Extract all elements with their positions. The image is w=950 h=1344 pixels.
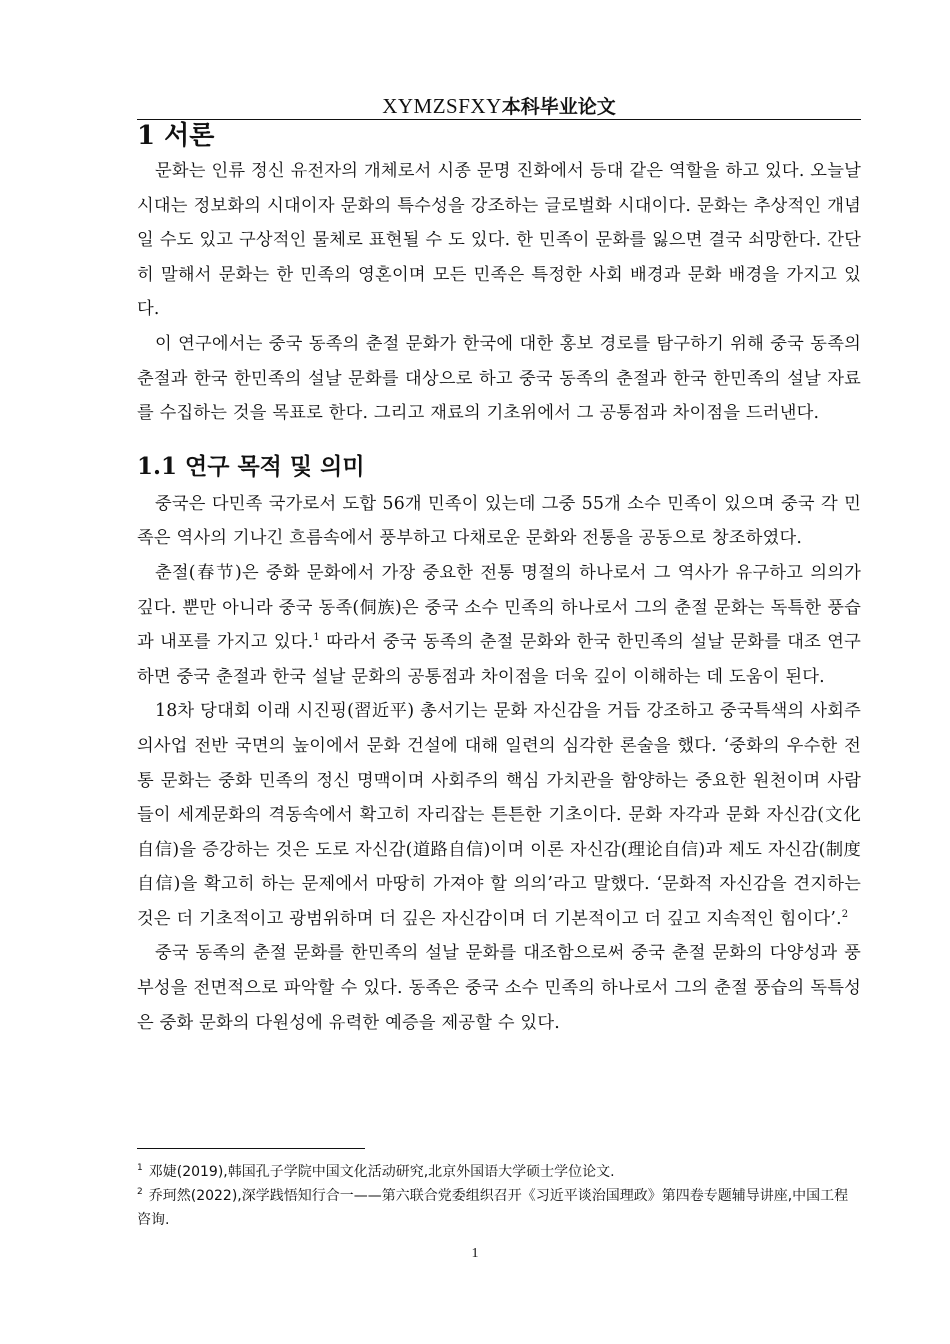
section-title-introduction: 1 서론 [137, 121, 215, 151]
footnotes [137, 1160, 861, 1232]
paragraph [137, 694, 861, 936]
paragraph: 중국 동족의 춘절 문화를 한민족의 설날 문화를 대조함으로써 중국 춘절 문화의 다양성과 풍부성을 전면적으로 파악할 수 있다. 동족은 중국 소수 민족의 하나로서 그의 춘절 풍습의 독특성은 중화 문화의 다원성에 유력한 예증을 제공할 수 있다. [137, 943, 861, 1033]
footnote-item [137, 1160, 861, 1184]
paragraph-text: 따라서 중국 동족의 춘절 문화와 한국 한민족의 설날 문화를 대조 연구하면 중국 춘절과 한국 설날 문화의 공통점과 차이점을 더욱 깊이 이해하는 데 도움이 된다. [137, 632, 861, 687]
footnote-item [137, 1184, 861, 1232]
footnote-ref[interactable]: 2 [841, 909, 849, 921]
footnote-number: 1 [137, 1163, 143, 1174]
paragraph-text: 춘절(春节)은 중화 문화에서 가장 중요한 전통 명절의 하나로서 그 역사가 유구하고 의의가 깊다. 뿐만 아니라 중국 동족(侗族)은 중국 소수 민족의 하나로서 그의 춘절 문화는 독특한 풍습과 내포를 가지고 있다. [137, 562, 861, 653]
header-code: XYMZSFXY [382, 94, 502, 118]
footnote-ref[interactable]: 1 [313, 632, 320, 644]
paragraph: 중국은 다민족 국가로서 도합 56개 민족이 있는데 그중 55개 소수 민족이 있으며 중국 각 민족은 역사의 기나긴 흐름속에서 풍부하고 다채로운 문화와 전통을 공동으로 창조하였다. [137, 493, 861, 549]
footnote-divider [137, 1148, 365, 1149]
page-header [137, 92, 861, 120]
header-thesis-label: 本科毕业论文 [501, 96, 616, 118]
footnote-text: 乔珂然(2022),深学践悟知行合一——第六联合党委组织召开《习近平谈治国理政》第四卷专题辅导讲座,中国工程咨询. [137, 1188, 849, 1228]
paragraph-text: 18차 당대회 이래 시진핑(習近平) 총서기는 문화 자신감을 거듭 강조하고 중국특색의 사회주의사업 전반 국면의 높이에서 문화 건설에 대해 일련의 심각한 론술을 했다. ‘중화의 우수한 전통 문화는 중화 민족의 정신 명맥이며 사회주의 핵심 가치관을 함양하는 중요한 원천이며 사람들이 세계문화의 격동속에서 확고히 자리잡는 튼튼한 기초이다. 문화 자각과 문화 자신감(文化自信)을 증강하는 것은 도로 자신감(道路自信)이며 이론 자신감(理论自信)과 제도 자신감(制度自信)을 확고히 하는 문제에서 마땅히 가져야 할 의의’라고 말했다. ‘문화적 자신감을 견지하는 것은 더 기초적이고 광범위하며 더 깊은 자신감이며 더 기본적이고 더 깊고 지속적인 힘이다’. [137, 701, 861, 929]
paragraph: 이 연구에서는 중국 동족의 춘절 문화가 한국에 대한 홍보 경로를 탐구하기 위해 중국 동족의 춘절과 한국 한민족의 설날 문화를 대상으로 하고 중국 동족의 춘절과 한국 한민족의 설날 자료를 수집하는 것을 목표로 한다. 그리고 재료의 기초위에서 그 공통점과 차이점을 드러낸다. [137, 333, 861, 424]
section-title-purpose-significance: 1.1 연구 목적 및 의미 [137, 452, 365, 480]
paragraph: 문화는 인류 정신 유전자의 개체로서 시종 문명 진화에서 등대 같은 역할을 하고 있다. 오늘날 시대는 정보화의 시대이자 문화의 특수성을 강조하는 글로벌화 시대이다. 문화는 추상적인 개념일 수도 있고 구상적인 물체로 표현될 수 도 있다. 한 민족이 문화를 잃으면 결국 쇠망한다. 간단히 말해서 문화는 한 민족의 영혼이며 모든 민족은 특정한 사회 배경과 문화 배경을 가지고 있다. [137, 161, 861, 320]
page-number: 1 [471, 1246, 479, 1261]
footnote-text: 邓婕(2019),韩国孔子学院中国文化活动研究,北京外国语大学硕士学位论文. [148, 1164, 615, 1180]
footnote-number: 2 [137, 1187, 143, 1198]
main-content [137, 118, 861, 1040]
paragraph [137, 556, 861, 694]
